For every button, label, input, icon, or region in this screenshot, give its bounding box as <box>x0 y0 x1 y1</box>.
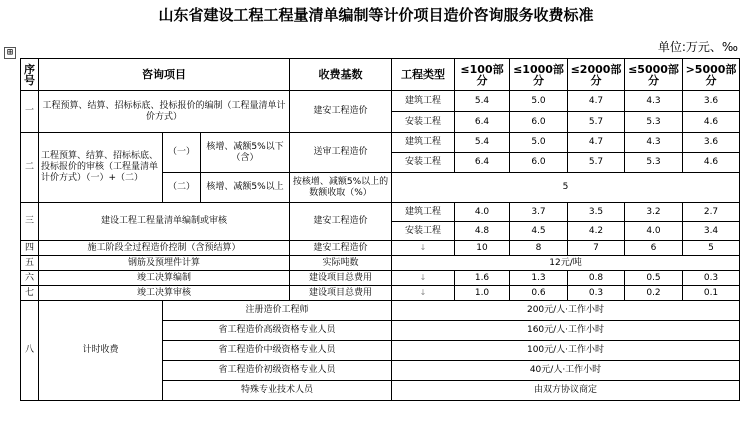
row-merged-value: 5 <box>392 173 740 203</box>
row-basis: 建设项目总费用 <box>290 286 392 301</box>
header-range-1: ≤100部分 <box>455 59 510 91</box>
row-value: 5 <box>683 241 740 256</box>
table-row <box>21 203 740 222</box>
row-item: 注册造价工程师 <box>163 301 392 321</box>
row-value: 1.6 <box>455 271 510 286</box>
row-value: 5.3 <box>625 153 683 173</box>
row-basis: 建安工程造价 <box>290 241 392 256</box>
row-sub-label: （二） <box>163 173 201 203</box>
row-value: 4.5 <box>510 222 568 241</box>
row-value: 3.6 <box>683 133 740 153</box>
header-item: 咨询项目 <box>39 59 290 91</box>
row-item: 工程预算、结算、招标标底、投标报价的编制（工程量清单计价方式） <box>39 91 290 133</box>
row-basis: 建安工程造价 <box>290 203 392 241</box>
row-type: 安装工程 <box>392 153 455 173</box>
row-value: 6 <box>625 241 683 256</box>
row-value: 0.2 <box>625 286 683 301</box>
row-basis: 送审工程造价 <box>290 133 392 173</box>
row-seq: 七 <box>21 286 39 301</box>
header-range-4: ≤5000部分 <box>625 59 683 91</box>
row-value: 3.4 <box>683 222 740 241</box>
row-seq: 三 <box>21 203 39 241</box>
row-value: 4.0 <box>625 222 683 241</box>
header-seq: 序号 <box>21 59 39 91</box>
row-value: 6.4 <box>455 112 510 133</box>
row-type <box>392 286 455 301</box>
row-value: 6.0 <box>510 153 568 173</box>
row-value: 4.7 <box>568 91 625 112</box>
row-value: 0.3 <box>568 286 625 301</box>
row-value: 3.5 <box>568 203 625 222</box>
row-type: 建筑工程 <box>392 91 455 112</box>
row-merged-value: 200元/人·工作小时 <box>392 301 740 321</box>
row-item: 建设工程工程量清单编制或审核 <box>39 203 290 241</box>
cell-mark: ↓ <box>419 288 427 297</box>
row-value: 8 <box>510 241 568 256</box>
row-item: 工程预算、结算、招标标底、投标报价的审核（工程量清单计价方式）（一）+（二） <box>39 133 163 203</box>
row-basis: 建设项目总费用 <box>290 271 392 286</box>
row-value: 1.3 <box>510 271 568 286</box>
row-value: 0.8 <box>568 271 625 286</box>
header-row <box>21 59 740 91</box>
row-merged-value: 100元/人·工作小时 <box>392 341 740 361</box>
row-item: 竣工决算审核 <box>39 286 290 301</box>
row-merged-value: 由双方协议商定 <box>392 381 740 401</box>
table-row <box>21 286 740 301</box>
row-sub-label: （一） <box>163 133 201 173</box>
row-seq: 八 <box>21 301 39 401</box>
row-value: 5.0 <box>510 133 568 153</box>
row-value: 4.6 <box>683 112 740 133</box>
header-type: 工程类型 <box>392 59 455 91</box>
header-range-2: ≤1000部分 <box>510 59 568 91</box>
row-item: 竣工决算编制 <box>39 271 290 286</box>
row-value: 10 <box>455 241 510 256</box>
row-seq: 一 <box>21 91 39 133</box>
table-row <box>21 301 740 321</box>
header-range-3: ≤2000部分 <box>568 59 625 91</box>
row-type: 安装工程 <box>392 112 455 133</box>
fee-standard-table <box>20 58 740 401</box>
row-value: 3.2 <box>625 203 683 222</box>
document-title: 山东省建设工程工程量清单编制等计价项目造价咨询服务收费标准 <box>158 6 594 24</box>
table-row <box>21 241 740 256</box>
row-value: 0.3 <box>683 271 740 286</box>
row-value: 4.6 <box>683 153 740 173</box>
row-sub-desc: 核增、减额5%以下（含） <box>201 133 290 173</box>
row-basis: 实际吨数 <box>290 256 392 271</box>
row-value: 5.3 <box>625 112 683 133</box>
row-seq: 四 <box>21 241 39 256</box>
row-value: 4.2 <box>568 222 625 241</box>
row-sub-desc: 核增、减额5%以上 <box>201 173 290 203</box>
table-move-handle-icon[interactable]: ⊞ <box>4 47 16 59</box>
row-item: 施工阶段全过程造价控制（含预结算） <box>39 241 290 256</box>
row-item: 省工程造价高级资格专业人员 <box>163 321 392 341</box>
table-row <box>21 133 740 153</box>
row-value: 0.6 <box>510 286 568 301</box>
row-value: 4.3 <box>625 91 683 112</box>
table-row <box>21 271 740 286</box>
row-value: 4.0 <box>455 203 510 222</box>
row-item: 特殊专业技术人员 <box>163 381 392 401</box>
row-type: 安装工程 <box>392 222 455 241</box>
row-value: 3.7 <box>510 203 568 222</box>
row-item: 钢筋及预埋件计算 <box>39 256 290 271</box>
row-value: 0.1 <box>683 286 740 301</box>
row-value: 7 <box>568 241 625 256</box>
row-seq: 六 <box>21 271 39 286</box>
row-value: 5.4 <box>455 133 510 153</box>
row-type <box>392 271 455 286</box>
row-value: 4.3 <box>625 133 683 153</box>
row-value: 2.7 <box>683 203 740 222</box>
row-seq: 五 <box>21 256 39 271</box>
row-merged-value: 40元/人·工作小时 <box>392 361 740 381</box>
row-seq: 二 <box>21 133 39 203</box>
row-value: 4.7 <box>568 133 625 153</box>
row-value: 3.6 <box>683 91 740 112</box>
row-value: 4.8 <box>455 222 510 241</box>
row-item: 省工程造价初级资格专业人员 <box>163 361 392 381</box>
header-basis: 收费基数 <box>290 59 392 91</box>
table-row <box>21 256 740 271</box>
row-type <box>392 241 455 256</box>
row-type: 建筑工程 <box>392 133 455 153</box>
row-value: 6.0 <box>510 112 568 133</box>
row-value: 5.4 <box>455 91 510 112</box>
row-value: 5.0 <box>510 91 568 112</box>
unit-label: 单位:万元、‰ <box>657 40 738 54</box>
row-value: 5.7 <box>568 112 625 133</box>
row-group: 计时收费 <box>39 301 163 401</box>
row-item: 省工程造价中级资格专业人员 <box>163 341 392 361</box>
row-merged-value: 160元/人·工作小时 <box>392 321 740 341</box>
row-value: 6.4 <box>455 153 510 173</box>
row-value: 1.0 <box>455 286 510 301</box>
table-row <box>21 91 740 112</box>
row-value: 0.5 <box>625 271 683 286</box>
row-type: 建筑工程 <box>392 203 455 222</box>
row-merged-value: 12元/吨 <box>392 256 740 271</box>
row-basis: 按核增、减额5%以上的数额收取（%） <box>290 173 392 203</box>
row-value: 5.7 <box>568 153 625 173</box>
row-basis: 建安工程造价 <box>290 91 392 133</box>
cell-mark: ↓ <box>419 273 427 282</box>
header-range-5: >5000部分 <box>683 59 740 91</box>
cell-mark: ↓ <box>419 243 427 252</box>
